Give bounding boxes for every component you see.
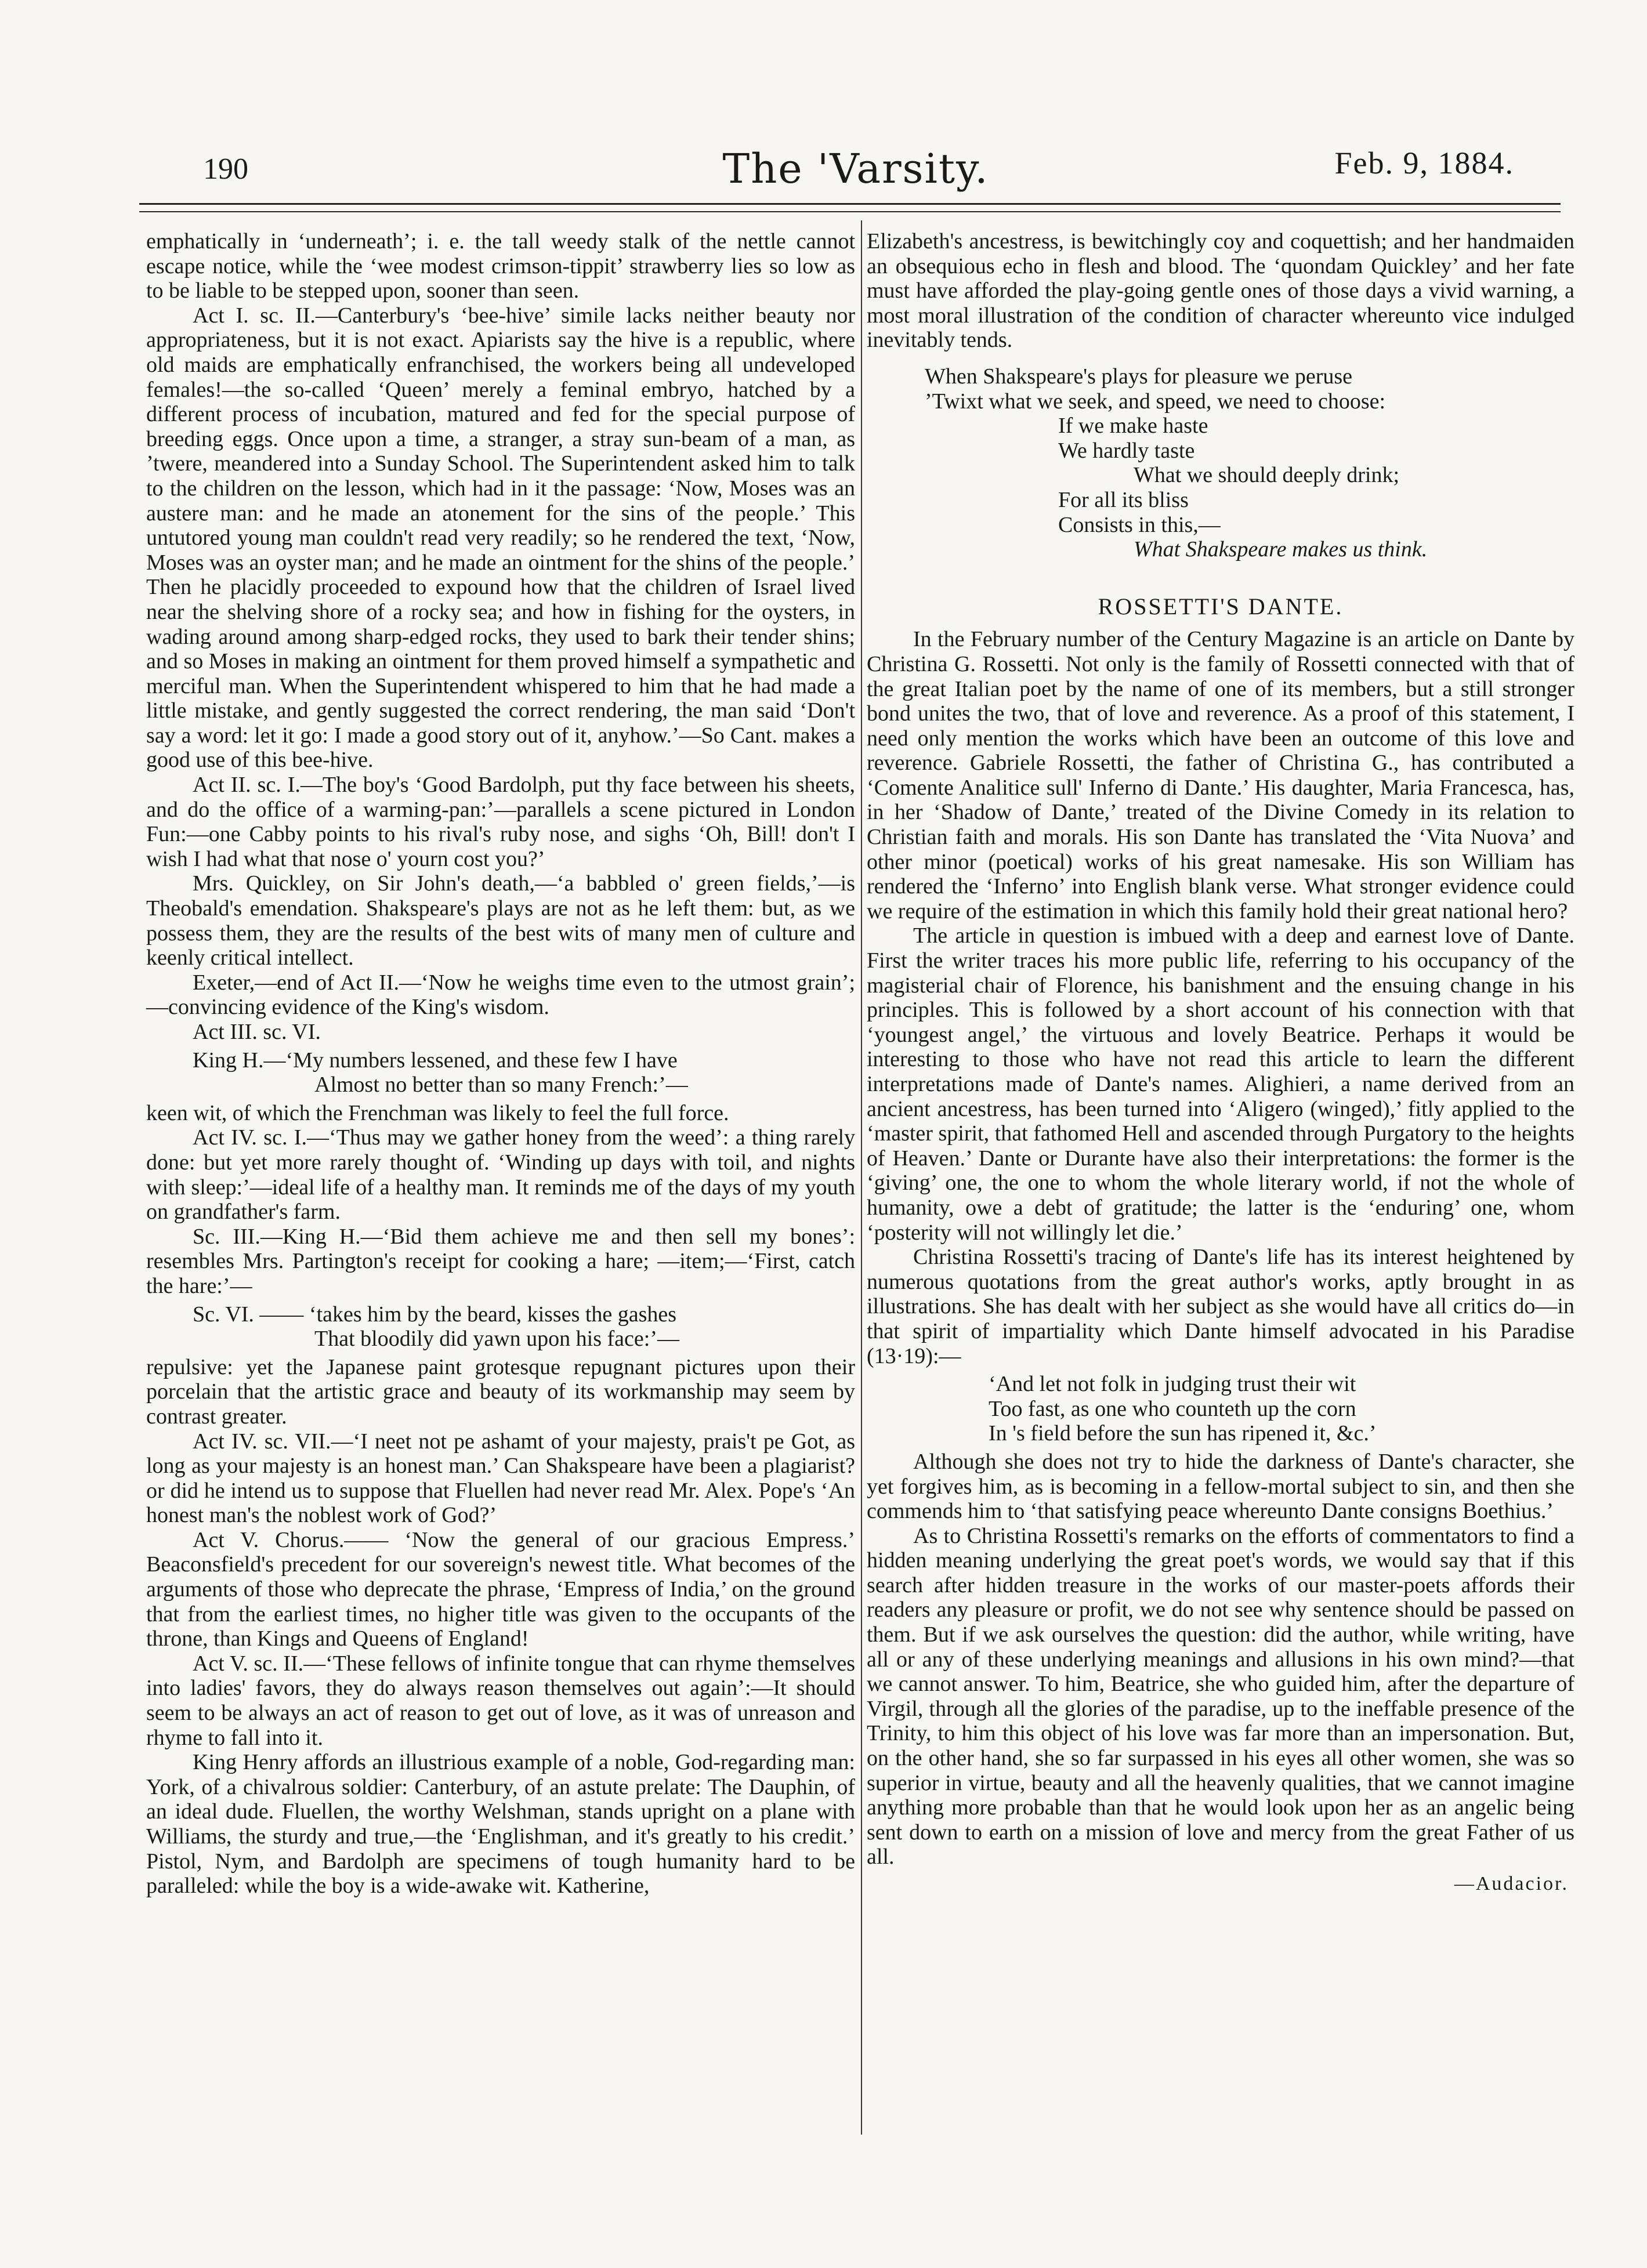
paragraph: King Henry affords an illustrious example of a noble, God-regarding man: York, of a chivalrous soldier: Canterbury, of an astute prelate: The Dauphin, of an ideal dude. Fluellen, the worthy Welshman, stands upright on a plane with Williams, the sturdy and true,—the ‘Englishman, and it's greatly to his credit.’ Pistol, Nym, and Bardolph are specimens of tough humanity hard to be paralleled: while the boy is a wide-awake wit. Katherine,	[146, 1750, 855, 1899]
quotation	[146, 1048, 855, 1097]
header-rule-double	[139, 211, 1561, 212]
verse-line: Sc. VI. —— ‘takes him by the beard, kisses the gashes	[193, 1302, 677, 1327]
poem-line: ’Twixt what we seek, and speed, we need to choose:	[925, 389, 1386, 414]
paragraph: Act V. sc. II.—‘These fellows of infinite tongue that can rhyme themselves into ladies' favors, they do always reason themselves out again’:—It should seem to be always an act of reason to get out of love, as it was of unreason and rhyme to fall into it.	[146, 1651, 855, 1750]
verse-line: That bloodily did yawn upon his face:’—	[314, 1327, 679, 1352]
paragraph: Although she does not try to hide the darkness of Dante's character, she yet forgives him, as is becoming in a fellow-mortal subject to sin, and then she commends him to ‘that satisfying peace whereunto Dante consigns Boethius.’	[867, 1449, 1574, 1524]
masthead	[191, 145, 1520, 197]
quotation	[146, 1302, 855, 1352]
verse-line: Too fast, as one who counteth up the corn	[989, 1396, 1356, 1421]
right-column	[867, 229, 1574, 1897]
poem-line: Consists in this,—	[1058, 512, 1221, 537]
publication-title: The 'Varsity.	[722, 145, 989, 193]
issue-date: Feb. 9, 1884.	[1334, 146, 1514, 180]
paragraph: repulsive: yet the Japanese paint grotesque repugnant pictures upon their porcelain that the artistic grace and beauty of its workmanship may seem by contrast greater.	[146, 1354, 855, 1429]
paragraph: Act I. sc. II.—Canterbury's ‘bee-hive’ simile lacks neither beauty nor appropriateness, but it is not exact. Apiarists say the hive is a republic, where old maids are emphatically enfranchised, the workers being all undeveloped females!—the so-called ‘Queen’ merely a feminal embryo, hatched by a different process of incubation, matured and fed for the special purpose of breeding eggs. Once upon a time, a stranger, a stray sun-beam of a man, as ’twere, meandered into a Sunday School. The Superintendent asked him to talk to the children on the lesson, which had in it the passage: ‘Now, Moses was an austere man: and he made an atonement for the sins of the people.’ This untutored young man couldn't read very readily; so he rendered the text, ‘Now, Moses was an oyster man; and he made an ointment for the shins of the people.’ Then he placidly proceeded to expound how that the children of Israel lived near the shelving shore of a rocky sea; and how in fishing for the oysters, in wading around among sharp-edged rocks, they used to bark their tender shins; and so Moses in making an ointment for them proved himself a sympathetic and merciful man. When the Superintendent whispered to him that he had made a little mistake, and gently suggested the correct rendering, the man said ‘Don't say a word: let it go: I made a good story out of it, anyhow.’—So Cant. makes a good use of this bee-hive.	[146, 303, 855, 773]
verse-line: In 's field before the sun has ripened it, &c.’	[989, 1421, 1377, 1446]
left-column	[146, 229, 855, 1899]
poem-line: When Shakspeare's plays for pleasure we peruse	[925, 364, 1353, 389]
paragraph: Act IV. sc. I.—‘Thus may we gather honey from the weed’: a thing rarely done: but yet more rarely thought of. ‘Winding up days with toil, and nights with sleep:’—ideal life of a healthy man. It reminds me of the days of my youth on grandfather's farm.	[146, 1125, 855, 1224]
page-number: 190	[203, 153, 248, 186]
header-rule	[139, 203, 1561, 205]
paragraph: Sc. III.—King H.—‘Bid them achieve me and then sell my bones’: resembles Mrs. Partington's receipt for cooking a hare; —item;—‘First, catch the hare:’—	[146, 1224, 855, 1298]
poem-line: What Shakspeare makes us think.	[1134, 537, 1428, 562]
paragraph: keen wit, of which the Frenchman was likely to feel the full force.	[146, 1100, 729, 1125]
paragraph: In the February number of the Century Magazine is an article on Dante by Christina G. Rossetti. Not only is the family of Rossetti connected with that of the great Italian poet by the name of one of its members, but a still stronger bond unites the two, that of love and reverence. As a proof of this statement, I need only mention the works which have been an outcome of this love and reverence. Gabriele Rossetti, the father of Christina G., has contributed a ‘Comente Analitice sull' Inferno di Dante.’ His daughter, Maria Francesca, has, in her ‘Shadow of Dante,’ treated of the Divine Comedy in its relation to Christian faith and morals. His son Dante has translated the ‘Vita Nuova’ and other minor (poetical) works of his great namesake. His son William has rendered the ‘Inferno’ into English blank verse. What stronger evidence could we require of the estimation in which this family hold their great national hero?	[867, 627, 1574, 923]
author-signature: —Audacior.	[1454, 1873, 1569, 1894]
verse-line: Almost no better than so many French:’—	[314, 1073, 688, 1097]
paragraph: Exeter,—end of Act II.—‘Now he weighs time even to the utmost grain’;—convincing evidence of the King's wisdom.	[146, 970, 855, 1020]
paragraph: Act III. sc. VI.	[193, 1020, 321, 1044]
paragraph: Mrs. Quickley, on Sir John's death,—‘a babbled o' green fields,’—is Theobald's emendation. Shakspeare's plays are not as he left them: but, as we possess them, they are the results of the best wits of many men of culture and keenly critical intellect.	[146, 871, 855, 970]
paragraph: Elizabeth's ancestress, is bewitchingly coy and coquettish; and her handmaiden an obsequious echo in flesh and blood. The ‘quondam Quickley’ and her fate must have afforded the play-going gentle ones of those days a vivid warning, a most moral illustration of the condition of character whereunto vice indulged inevitably tends.	[867, 229, 1574, 353]
poem-line: For all its bliss	[1058, 487, 1189, 512]
paragraph: Act II. sc. I.—The boy's ‘Good Bardolph, put thy face between his sheets, and do the office of a warming-pan:’—parallels a scene pictured in London Fun:—one Cabby points to his rival's ruby nose, and sighs ‘Oh, Bill! don't I wish I had what that nose o' yourn cost you?’	[146, 773, 855, 871]
poem-line: What we should deeply drink;	[1134, 463, 1400, 488]
verse-line: King H.—‘My numbers lessened, and these few I have	[193, 1048, 678, 1073]
paragraph: Christina Rossetti's tracing of Dante's life has its interest heightened by numerous quotations from the great author's works, aptly brought in as illustrations. She has dealt with her subject as she would have all critics do—in that spirit of impartiality which Dante himself advocated in his Paradise (13·19):—	[867, 1245, 1574, 1368]
quotation	[867, 1372, 1574, 1446]
paragraph: Act V. Chorus.—— ‘Now the general of our gracious Empress.’ Beaconsfield's precedent for our sovereign's newest title. What becomes of the arguments of those who deprecate the phrase, ‘Empress of India,’ on the ground that from the earliest times, no higher title was given to the occupants of the throne, than Kings and Queens of England!	[146, 1527, 855, 1651]
verse-line: ‘And let not folk in judging trust their wit	[989, 1372, 1356, 1397]
paragraph: emphatically in ‘underneath’; i. e. the tall weedy stalk of the nettle cannot escape notice, while the ‘wee modest crimson-tippit’ strawberry lies so low as to be liable to be stepped upon, sooner than seen.	[146, 229, 855, 303]
paragraph: The article in question is imbued with a deep and earnest love of Dante. First the writer traces his more public life, referring to his occupancy of the magisterial chair of Florence, his banishment and the ensuing change in his principles. This is followed by a short account of his connection with that ‘youngest angel,’ the virtuous and lovely Beatrice. Perhaps it would be interesting to those who have not read this article to learn the different interpretations made of Dante's names. Alighieri, a name derived from an ancient ancestress, has been turned into ‘Aligero (winged),’ fitly applied to the ‘master spirit, that fathomed Hell and ascended through Purgatory to the heights of Heaven.’ Dante or Durante have also their interpretations: the former is the ‘giving’ one, the one to whom the whole literary world, if not the whole of humanity, owe a debt of gratitude; the latter is the ‘enduring’ one, whom ‘posterity will not willingly let die.’	[867, 923, 1574, 1245]
poem-line: We hardly taste	[1058, 438, 1195, 463]
paragraph: Act IV. sc. VII.—‘I neet not pe ashamt of your majesty, prais't pe Got, as long as your majesty is an honest man.’ Can Shakspeare have been a plagiarist? or did he intend us to suppose that Fluellen had never read Mr. Alex. Pope's ‘An honest man's the noblest work of God?’	[146, 1429, 855, 1528]
poem	[867, 364, 1574, 562]
column-divider	[861, 220, 862, 2135]
article-heading: ROSSETTI'S DANTE.	[1098, 593, 1344, 619]
paragraph: As to Christina Rossetti's remarks on the efforts of commentators to find a hidden meaning underlying the great poet's words, we would say that if this search after hidden treasure in the works of our master-poets affords their readers any pleasure or profit, we do not see why sentence should be passed on them. But if we ask ourselves the question: did the author, while writing, have all or any of these underlying meanings and allusions in his own mind?—that we cannot answer. To him, Beatrice, she who guided him, after the departure of Virgil, through all the glories of the paradise, up to the ineffable presence of the Trinity, to him this object of his love was far more than an impersonation. But, on the other hand, she so far surpassed in his eyes all other women, she was so superior in virtue, beauty and all the heavenly qualities, that we cannot imagine anything more probable than that he would look upon her as an angelic being sent down to earth on a mission of love and mercy from the great Father of us all.	[867, 1523, 1574, 1870]
poem-line: If we make haste	[1058, 414, 1208, 439]
